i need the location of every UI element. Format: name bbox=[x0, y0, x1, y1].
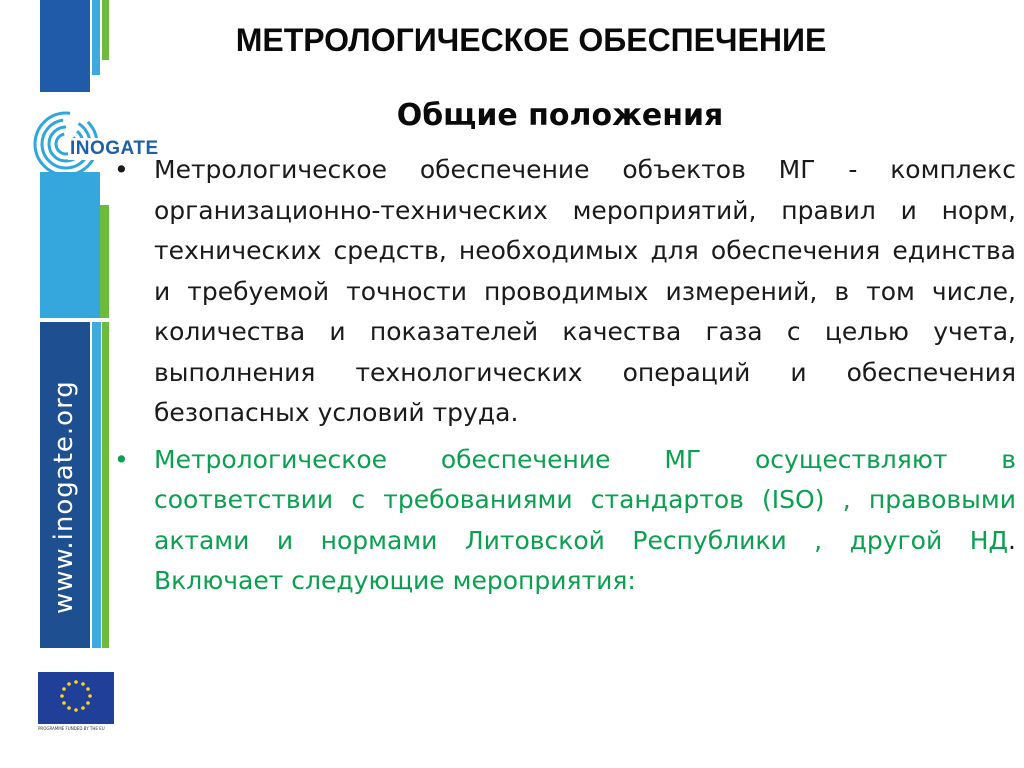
bullet-marker: • bbox=[114, 444, 129, 474]
bullet-text-dot: . bbox=[1008, 525, 1016, 555]
bullet-text-measures: Включает следующие мероприятия: bbox=[154, 566, 636, 595]
sidebar-stripe-mid-cyan bbox=[40, 172, 100, 318]
eu-funding-badge bbox=[38, 672, 114, 734]
bullet-marker: • bbox=[114, 155, 129, 184]
slide-subtitle: Общие положения bbox=[396, 98, 724, 133]
bullet-text-definition: Метрологическое обеспечение объектов МГ - комплекс организационно-технических мероприятий, правил и норм, технических средств, необходимых для обеспечения единства и требуемой точности проводимых измерений, в том числе, количества и показателей качества газа с целью учета, выполнения технологических операций и обеспечения безопасных условий труда. bbox=[154, 155, 1016, 427]
bullet-text-standards: Метрологическое обеспечение МГ осуществляют в соответствии с требованиями стандартов (ISO) , правовыми актами и нормами Литовской Республики , другой НД bbox=[154, 444, 1016, 555]
sidebar-stripe-navy-cyan bbox=[92, 322, 101, 648]
sidebar-url-text: www.inogate.org bbox=[49, 380, 79, 614]
sidebar-stripe-top-blue bbox=[40, 0, 90, 92]
slide-title: МЕТРОЛОГИЧЕСКОЕ ОБЕСПЕЧЕНИЕ bbox=[235, 22, 827, 58]
eu-caption: PROGRAMME FUNDED BY THE EU bbox=[38, 726, 105, 731]
sidebar-stripe-navy-green bbox=[102, 322, 109, 648]
eu-flag-icon bbox=[38, 672, 114, 724]
bullet-item-definition bbox=[110, 150, 1016, 434]
bullet-list bbox=[110, 150, 1016, 608]
sidebar-stripe-top-cyan bbox=[92, 0, 100, 75]
inogate-logo-text: INOGATE bbox=[70, 138, 159, 159]
bullet-item-standards bbox=[110, 440, 1016, 602]
sidebar-stripe-top-green bbox=[102, 0, 109, 60]
sidebar-stripe-mid-green bbox=[100, 205, 109, 318]
